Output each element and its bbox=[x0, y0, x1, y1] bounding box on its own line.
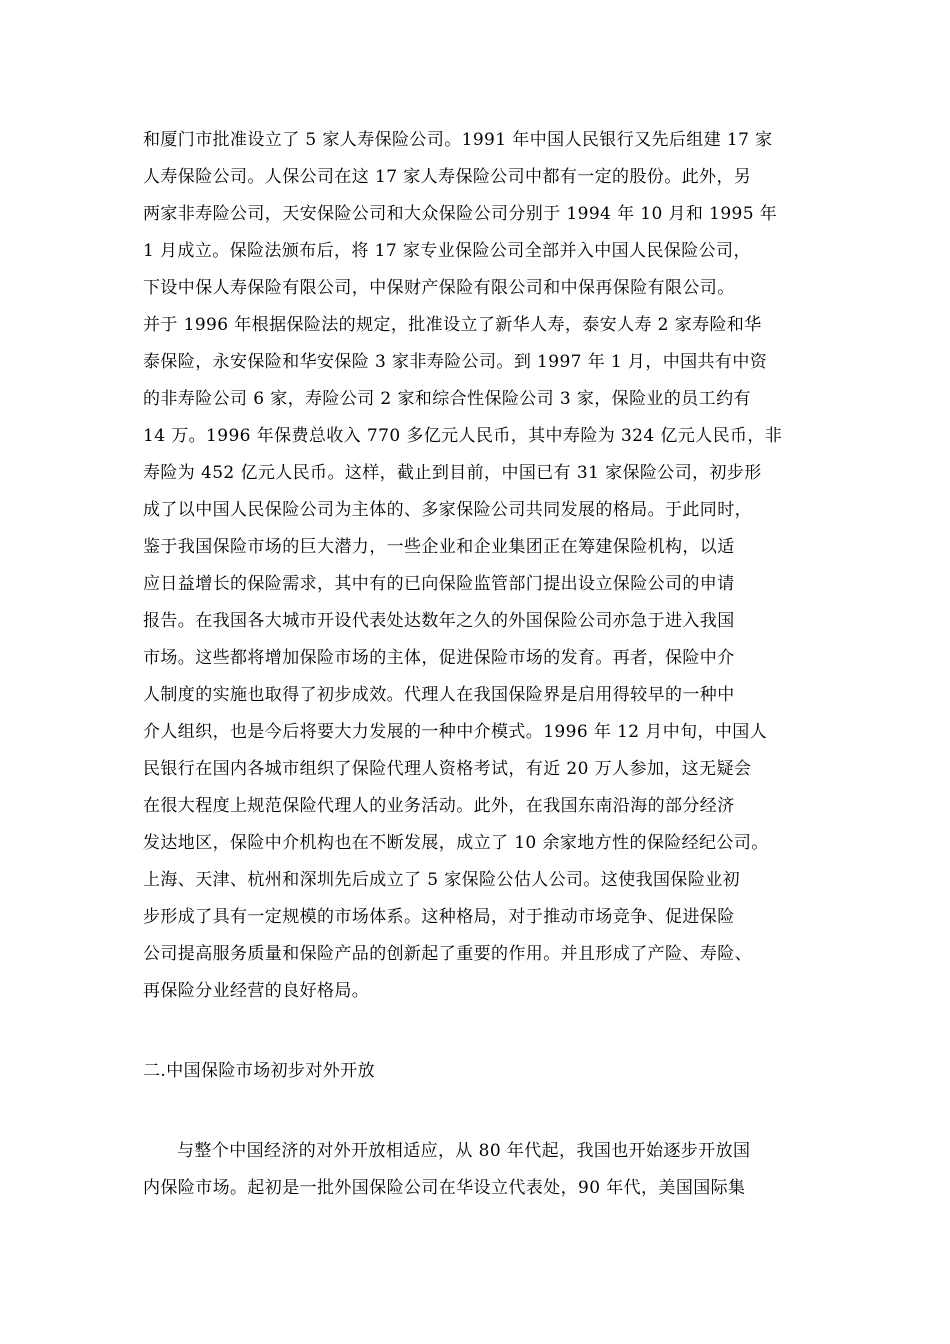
text-line: 鉴于我国保险市场的巨大潜力，一些企业和企业集团正在筹建保险机构，以适 bbox=[143, 537, 735, 557]
text-line: 1 月成立。保险法颁布后，将 17 家专业保险公司全部并入中国人民保险公司， bbox=[143, 241, 751, 261]
text-line: 和厦门市批准设立了 5 家人寿保险公司。1991 年中国人民银行又先后组建 17 家 bbox=[143, 130, 773, 150]
section-heading: 二.中国保险市场初步对外开放 bbox=[143, 1061, 376, 1081]
text-line: 应日益增长的保险需求，其中有的已向保险监管部门提出设立保险公司的申请 bbox=[143, 574, 735, 594]
text-line: 民银行在国内各城市组织了保险代理人资格考试，有近 20 万人参加，这无疑会 bbox=[143, 759, 752, 779]
text-line: 下设中保人寿保险有限公司，中保财产保险有限公司和中保再保险有限公司。 bbox=[143, 278, 735, 298]
text-line: 14 万。1996 年保费总收入 770 多亿元人民币，其中寿险为 324 亿元人民币，非 bbox=[143, 426, 783, 446]
text-line: 上海、天津、杭州和深圳先后成立了 5 家保险公估人公司。这使我国保险业初 bbox=[143, 870, 741, 890]
text-line: 在很大程度上规范保险代理人的业务活动。此外，在我国东南沿海的部分经济 bbox=[143, 796, 735, 816]
text-line: 两家非寿险公司，天安保险公司和大众保险公司分别于 1994 年 10 月和 1995 年 bbox=[143, 204, 778, 224]
text-line: 成了以中国人民保险公司为主体的、多家保险公司共同发展的格局。于此同时， bbox=[143, 500, 752, 520]
text-line: 公司提高服务质量和保险产品的创新起了重要的作用。并且形成了产险、寿险、 bbox=[143, 944, 752, 964]
text-line: 内保险市场。起初是一批外国保险公司在华设立代表处，90 年代，美国国际集 bbox=[143, 1178, 746, 1198]
text-line: 步形成了具有一定规模的市场体系。这种格局，对于推动市场竞争、促进保险 bbox=[143, 907, 735, 927]
text-line: 报告。在我国各大城市开设代表处达数年之久的外国保险公司亦急于进入我国 bbox=[143, 611, 735, 631]
text-line: 市场。这些都将增加保险市场的主体，促进保险市场的发育。再者，保险中介 bbox=[143, 648, 735, 668]
text-line: 泰保险，永安保险和华安保险 3 家非寿险公司。到 1997 年 1 月，中国共有中资 bbox=[143, 352, 768, 372]
text-line: 发达地区，保险中介机构也在不断发展，成立了 10 余家地方性的保险经纪公司。 bbox=[143, 833, 769, 853]
text-line: 介人组织，也是今后将要大力发展的一种中介模式。1996 年 12 月中旬，中国人 bbox=[143, 722, 768, 742]
text-line: 人制度的实施也取得了初步成效。代理人在我国保险界是启用得较早的一种中 bbox=[143, 685, 735, 705]
text-line: 与整个中国经济的对外开放相适应，从 80 年代起，我国也开始逐步开放国 bbox=[177, 1141, 751, 1161]
text-line: 再保险分业经营的良好格局。 bbox=[143, 981, 370, 1001]
text-line: 并于 1996 年根据保险法的规定，批准设立了新华人寿，泰安人寿 2 家寿险和华 bbox=[143, 315, 762, 335]
text-line: 寿险为 452 亿元人民币。这样，截止到目前，中国已有 31 家保险公司，初步形 bbox=[143, 463, 762, 483]
text-line: 人寿保险公司。人保公司在这 17 家人寿保险公司中都有一定的股份。此外，另 bbox=[143, 167, 752, 187]
text-line: 的非寿险公司 6 家，寿险公司 2 家和综合性保险公司 3 家，保险业的员工约有 bbox=[143, 389, 751, 409]
